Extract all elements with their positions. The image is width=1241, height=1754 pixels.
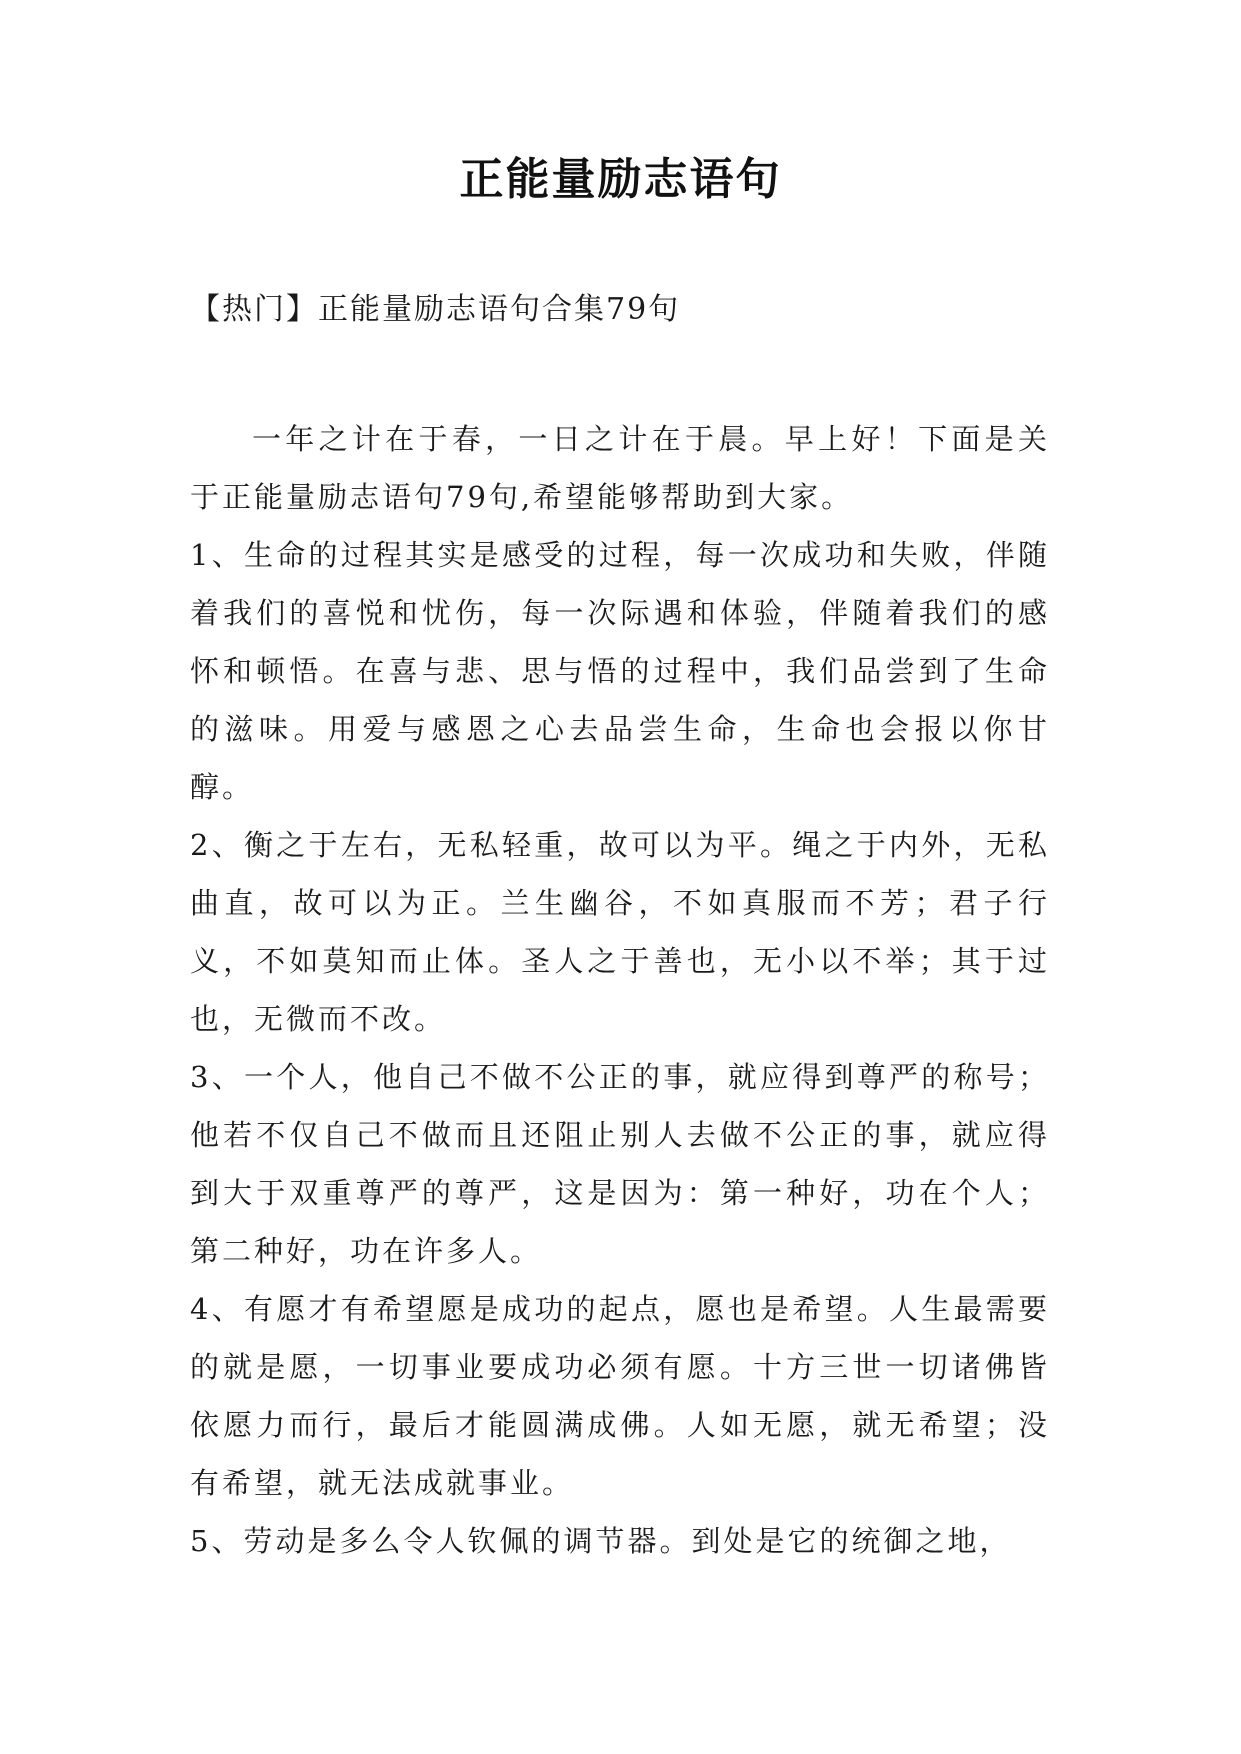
intro-paragraph: 一年之计在于春，一日之计在于晨。早上好！下面是关于正能量励志语句79句,希望能够帮助到大家。	[190, 422, 1050, 514]
list-item: 3、一个人，他自己不做不公正的事，就应得到尊严的称号；他若不仅自己不做而且还阻止别人去做不公正的事，就应得到大于双重尊严的尊严，这是因为：第一种好，功在个人；第二种好，功在许多人。	[190, 1060, 1050, 1268]
list-item: 5、劳动是多么令人钦佩的调节器。到处是它的统御之地，	[190, 1524, 1012, 1558]
document-title: 正能量励志语句	[459, 154, 782, 205]
document-body	[190, 410, 1050, 1570]
list-item: 1、生命的过程其实是感受的过程，每一次成功和失败，伴随着我们的喜悦和忧伤，每一次际遇和体验，伴随着我们的感怀和顿悟。在喜与悲、思与悟的过程中，我们品尝到了生命的滋味。用爱与感恩之心去品尝生命，生命也会报以你甘醇。	[190, 538, 1050, 804]
list-item: 4、有愿才有希望愿是成功的起点，愿也是希望。人生最需要的就是愿，一切事业要成功必须有愿。十方三世一切诸佛皆依愿力而行，最后才能圆满成佛。人如无愿，就无希望；没有希望，就无法成就事业。	[190, 1292, 1050, 1500]
list-item: 2、衡之于左右，无私轻重，故可以为平。绳之于内外，无私曲直，故可以为正。兰生幽谷，不如真服而不芳；君子行义，不如莫知而止体。圣人之于善也，无小以不举；其于过也，无微而不改。	[190, 828, 1050, 1036]
document-subtitle: 【热门】正能量励志语句合集79句	[190, 292, 681, 327]
